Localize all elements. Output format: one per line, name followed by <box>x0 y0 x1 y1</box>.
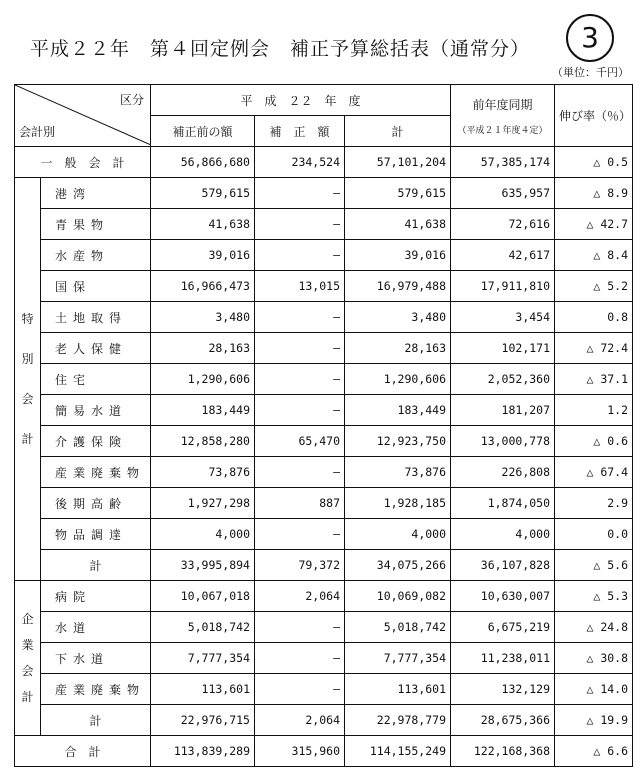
cell-hosei: — <box>255 395 345 426</box>
cell-rate: △ 37.1 <box>555 364 633 395</box>
cell-prev: 13,000,778 <box>451 426 555 457</box>
cell-total: 57,101,204 <box>345 147 451 178</box>
row-label: 計 <box>41 550 151 581</box>
header-prev-sub: （平成２１年度４定） <box>457 125 548 136</box>
row-label: 下水道 <box>41 643 151 674</box>
cell-hosei: 2,064 <box>255 581 345 612</box>
header-prev-cell <box>451 85 555 147</box>
row-special <box>15 426 633 457</box>
cell-before: 5,018,742 <box>151 612 255 643</box>
row-label: 水産物 <box>41 240 151 271</box>
cell-rate: △ 30.8 <box>555 643 633 674</box>
header-year-group: 平 成 ２２ 年 度 <box>151 85 451 116</box>
header-kaikeibetsu: 会計別 <box>19 125 56 139</box>
cell-rate: 0.8 <box>555 302 633 333</box>
row-enterprise <box>15 581 633 612</box>
cell-prev: 102,171 <box>451 333 555 364</box>
row-enterprise-total <box>15 705 633 736</box>
cell-hosei: — <box>255 643 345 674</box>
row-special <box>15 457 633 488</box>
row-label: 港湾 <box>41 178 151 209</box>
cell-before: 3,480 <box>151 302 255 333</box>
cell-total: 1,928,185 <box>345 488 451 519</box>
group-char: 計 <box>21 690 34 704</box>
cell-before: 22,976,715 <box>151 705 255 736</box>
header-row-1 <box>15 85 633 116</box>
cell-prev: 6,675,219 <box>451 612 555 643</box>
row-label: 物品調達 <box>41 519 151 550</box>
page-number-badge: 3 <box>566 14 614 62</box>
header-before: 補正前の額 <box>151 116 255 147</box>
row-label: 青果物 <box>41 209 151 240</box>
row-label: 後期高齢 <box>41 488 151 519</box>
cell-rate: △ 67.4 <box>555 457 633 488</box>
row-label: 一 般 会 計 <box>15 147 151 178</box>
cell-prev: 226,808 <box>451 457 555 488</box>
row-special <box>15 364 633 395</box>
cell-rate: 0.0 <box>555 519 633 550</box>
cell-total: 41,638 <box>345 209 451 240</box>
row-label: 水道 <box>41 612 151 643</box>
cell-hosei: — <box>255 240 345 271</box>
row-label: 産業廃棄物 <box>41 674 151 705</box>
cell-hosei: 79,372 <box>255 550 345 581</box>
cell-total: 3,480 <box>345 302 451 333</box>
cell-prev: 28,675,366 <box>451 705 555 736</box>
cell-before: 28,163 <box>151 333 255 364</box>
cell-prev: 17,911,810 <box>451 271 555 302</box>
cell-rate: △ 0.6 <box>555 426 633 457</box>
cell-total: 16,979,488 <box>345 271 451 302</box>
cell-hosei: — <box>255 674 345 705</box>
row-special <box>15 178 633 209</box>
cell-prev: 181,207 <box>451 395 555 426</box>
cell-total: 113,601 <box>345 674 451 705</box>
row-label: 住宅 <box>41 364 151 395</box>
cell-prev: 635,957 <box>451 178 555 209</box>
cell-total: 579,615 <box>345 178 451 209</box>
group-char: 企 <box>21 612 34 626</box>
cell-before: 183,449 <box>151 395 255 426</box>
cell-hosei: — <box>255 178 345 209</box>
cell-before: 113,601 <box>151 674 255 705</box>
row-label: 合 計 <box>15 736 151 767</box>
group-char: 会 <box>21 392 34 406</box>
cell-rate: △ 19.9 <box>555 705 633 736</box>
cell-hosei: — <box>255 612 345 643</box>
cell-before: 39,016 <box>151 240 255 271</box>
header-kubun: 区分 <box>119 93 144 107</box>
cell-before: 41,638 <box>151 209 255 240</box>
row-special <box>15 488 633 519</box>
cell-hosei: — <box>255 333 345 364</box>
row-special <box>15 519 633 550</box>
cell-rate: 1.2 <box>555 395 633 426</box>
row-label: 土地取得 <box>41 302 151 333</box>
cell-total: 7,777,354 <box>345 643 451 674</box>
cell-hosei: 234,524 <box>255 147 345 178</box>
row-label: 病院 <box>41 581 151 612</box>
cell-before: 1,927,298 <box>151 488 255 519</box>
cell-before: 10,067,018 <box>151 581 255 612</box>
cell-total: 1,290,606 <box>345 364 451 395</box>
cell-rate: △ 42.7 <box>555 209 633 240</box>
cell-prev: 11,238,011 <box>451 643 555 674</box>
row-label: 産業廃棄物 <box>41 457 151 488</box>
cell-total: 10,069,082 <box>345 581 451 612</box>
cell-hosei: 2,064 <box>255 705 345 736</box>
cell-total: 34,075,266 <box>345 550 451 581</box>
unit-label: （単位：千円） <box>552 66 629 79</box>
cell-prev: 72,616 <box>451 209 555 240</box>
cell-prev: 1,874,050 <box>451 488 555 519</box>
cell-hosei: — <box>255 364 345 395</box>
cell-rate: △ 5.3 <box>555 581 633 612</box>
header-rate: 伸び率（％） <box>555 85 633 147</box>
cell-before: 579,615 <box>151 178 255 209</box>
cell-hosei: — <box>255 519 345 550</box>
cell-total: 114,155,249 <box>345 736 451 767</box>
cell-hosei: 13,015 <box>255 271 345 302</box>
cell-total: 183,449 <box>345 395 451 426</box>
cell-before: 7,777,354 <box>151 643 255 674</box>
row-enterprise <box>15 643 633 674</box>
row-special <box>15 302 633 333</box>
row-label: 介護保険 <box>41 426 151 457</box>
row-special <box>15 333 633 364</box>
cell-before: 113,839,289 <box>151 736 255 767</box>
cell-prev: 36,107,828 <box>451 550 555 581</box>
header-total: 計 <box>345 116 451 147</box>
row-special <box>15 209 633 240</box>
row-special <box>15 395 633 426</box>
row-enterprise <box>15 674 633 705</box>
cell-rate: △ 5.6 <box>555 550 633 581</box>
cell-prev: 2,052,360 <box>451 364 555 395</box>
cell-rate: △ 6.6 <box>555 736 633 767</box>
cell-total: 4,000 <box>345 519 451 550</box>
cell-before: 56,866,680 <box>151 147 255 178</box>
cell-rate: △ 8.9 <box>555 178 633 209</box>
cell-total: 5,018,742 <box>345 612 451 643</box>
cell-rate: △ 5.2 <box>555 271 633 302</box>
row-special <box>15 271 633 302</box>
row-general <box>15 147 633 178</box>
special-group-label <box>15 178 41 581</box>
group-char: 特 <box>21 312 34 326</box>
cell-hosei: — <box>255 457 345 488</box>
cell-rate: △ 72.4 <box>555 333 633 364</box>
group-char: 会 <box>21 664 34 678</box>
cell-rate: △ 0.5 <box>555 147 633 178</box>
page-title: 平成２２年 第４回定例会 補正予算総括表（通常分） <box>29 38 530 60</box>
group-char: 別 <box>21 352 34 366</box>
cell-prev: 57,385,174 <box>451 147 555 178</box>
row-label: 簡易水道 <box>41 395 151 426</box>
cell-hosei: — <box>255 302 345 333</box>
cell-before: 73,876 <box>151 457 255 488</box>
cell-prev: 10,630,007 <box>451 581 555 612</box>
row-label: 国保 <box>41 271 151 302</box>
cell-rate: 2.9 <box>555 488 633 519</box>
row-grand-total <box>15 736 633 767</box>
cell-prev: 122,168,368 <box>451 736 555 767</box>
group-char: 計 <box>21 432 34 446</box>
cell-total: 12,923,750 <box>345 426 451 457</box>
cell-hosei: — <box>255 209 345 240</box>
row-special-total <box>15 550 633 581</box>
cell-before: 33,995,894 <box>151 550 255 581</box>
cell-total: 39,016 <box>345 240 451 271</box>
row-label: 計 <box>41 705 151 736</box>
cell-total: 73,876 <box>345 457 451 488</box>
cell-before: 4,000 <box>151 519 255 550</box>
cell-hosei: 315,960 <box>255 736 345 767</box>
group-char: 業 <box>21 638 34 652</box>
header-prev: 前年度同期 <box>472 97 533 112</box>
cell-before: 16,966,473 <box>151 271 255 302</box>
budget-summary-table <box>14 84 633 767</box>
cell-hosei: 887 <box>255 488 345 519</box>
header-diagonal-cell <box>15 85 151 147</box>
cell-before: 12,858,280 <box>151 426 255 457</box>
cell-prev: 132,129 <box>451 674 555 705</box>
cell-prev: 42,617 <box>451 240 555 271</box>
cell-rate: △ 24.8 <box>555 612 633 643</box>
cell-rate: △ 8.4 <box>555 240 633 271</box>
cell-prev: 3,454 <box>451 302 555 333</box>
row-label: 老人保健 <box>41 333 151 364</box>
cell-hosei: 65,470 <box>255 426 345 457</box>
row-enterprise <box>15 612 633 643</box>
cell-before: 1,290,606 <box>151 364 255 395</box>
row-special <box>15 240 633 271</box>
enterprise-group-label <box>15 581 41 736</box>
cell-rate: △ 14.0 <box>555 674 633 705</box>
cell-total: 28,163 <box>345 333 451 364</box>
cell-prev: 4,000 <box>451 519 555 550</box>
cell-total: 22,978,779 <box>345 705 451 736</box>
header-hosei: 補 正 額 <box>255 116 345 147</box>
